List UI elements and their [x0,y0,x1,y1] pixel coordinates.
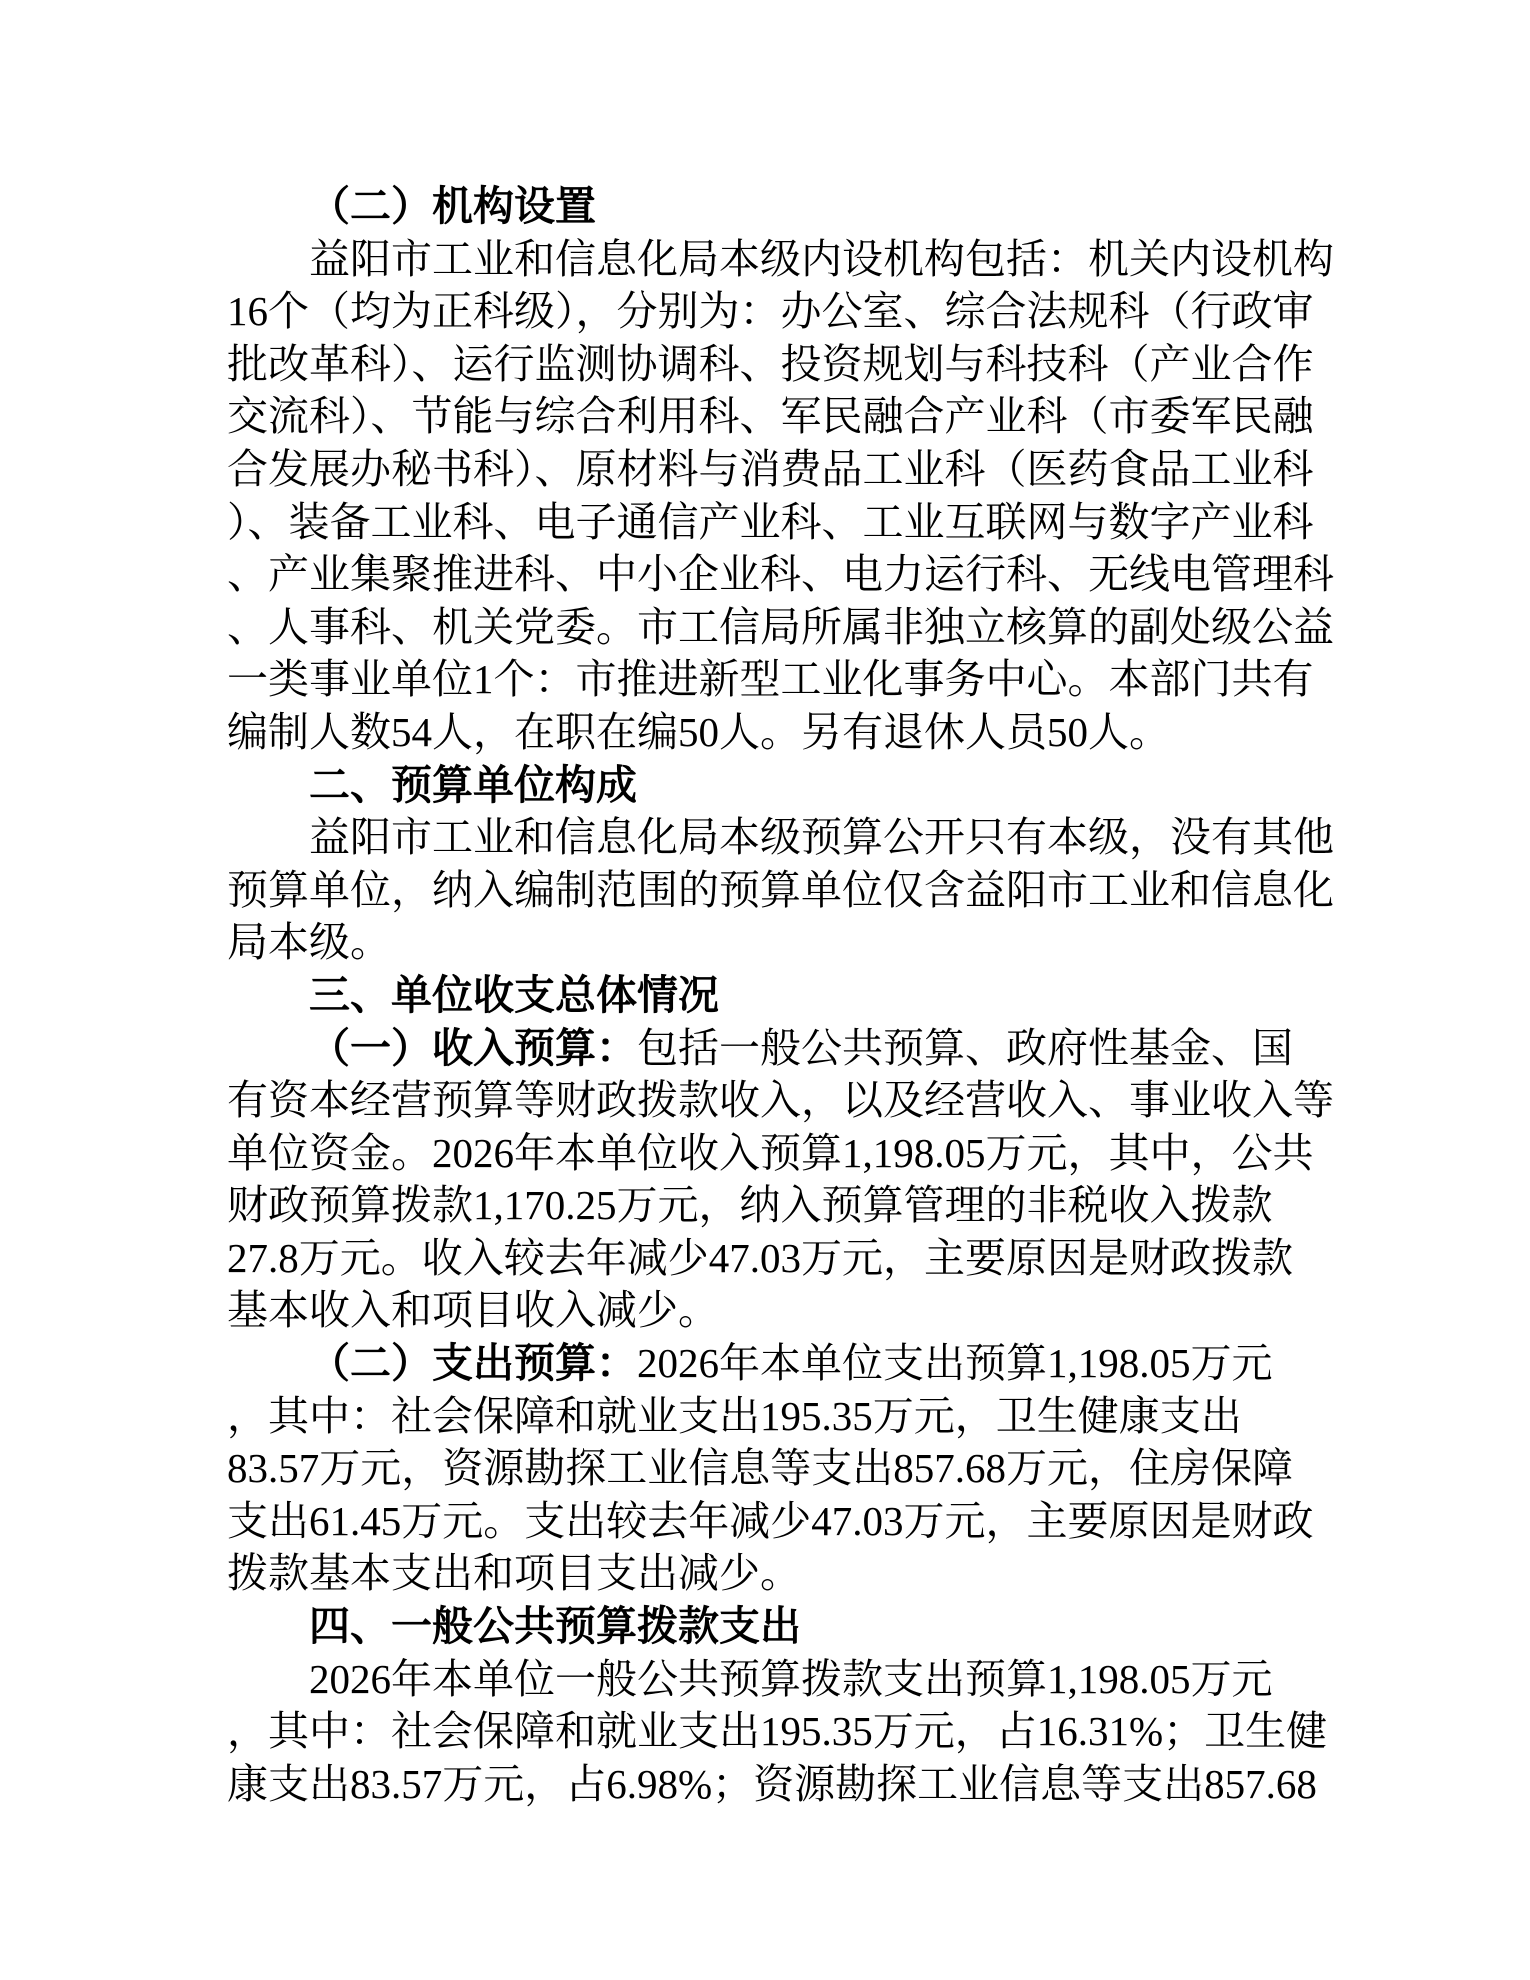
text-line: 单位资金。2026年本单位收入预算1,198.05万元，其中，公共 [227,1129,1314,1176]
paragraph [227,1022,1340,1338]
paragraph [227,811,1340,969]
text-line: ，其中：社会保障和就业支出195.35万元，卫生健康支出 [227,1392,1242,1439]
text-line: 批改革科）、运行监测协调科、投资规划与科技科（产业合作 [227,340,1314,387]
text-line: 预算单位，纳入编制范围的预算单位仅含益阳市工业和信息化 [227,866,1334,913]
text-run: 包括一般公共预算、政府性基金、国 [637,1024,1293,1071]
text-line: 三、单位收支总体情况 [309,971,719,1018]
bold-run: （二）支出预算： [309,1340,637,1387]
text-line [227,1022,1340,1075]
text-line: 编制人数54人，在职在编50人。另有退休人员50人。 [227,708,1170,755]
text-line: 83.57万元，资源勘探工业信息等支出857.68万元，住房保障 [227,1445,1293,1492]
text-line: 四、一般公共预算拨款支出 [309,1603,801,1650]
text-line: 基本收入和项目收入减少。 [227,1287,719,1334]
text-line: 支出61.45万元。支出较去年减少47.03万元，主要原因是财政 [227,1497,1314,1544]
section-heading [227,180,1340,233]
text-line: 一类事业单位1个：市推进新型工业化事务中心。本部门共有 [227,656,1314,703]
text-line: 拨款基本支出和项目支出减少。 [227,1550,801,1597]
paragraph [227,1653,1340,1811]
section-heading [227,1600,1340,1653]
text-line: 、产业集聚推进科、中小企业科、电力运行科、无线电管理科 [227,551,1334,598]
text-line: 27.8万元。收入较去年减少47.03万元，主要原因是财政拨款 [227,1234,1293,1281]
text-line: 局本级。 [227,919,391,966]
text-line: 合发展办秘书科）、原材料与消费品工业科（医药食品工业科 [227,445,1314,492]
text-line: 交流科）、节能与综合利用科、军民融合产业科（市委军民融 [227,393,1314,440]
text-line: 16个（均为正科级），分别为：办公室、综合法规科（行政审 [227,288,1314,335]
text-line: 有资本经营预算等财政拨款收入，以及经营收入、事业收入等 [227,1077,1334,1124]
text-line: 、人事科、机关党委。市工信局所属非独立核算的副处级公益 [227,603,1334,650]
section-heading [227,969,1340,1022]
text-line [227,1337,1340,1390]
text-line: ）、装备工业科、电子通信产业科、工业互联网与数字产业科 [227,498,1314,545]
bold-run: （一）收入预算： [309,1024,637,1071]
text-line: ，其中：社会保障和就业支出195.35万元，占16.31%；卫生健 [227,1708,1328,1755]
text-line: 益阳市工业和信息化局本级内设机构包括：机关内设机构 [309,235,1334,282]
text-line: 益阳市工业和信息化局本级预算公开只有本级，没有其他 [309,814,1334,861]
text-line: 财政预算拨款1,170.25万元，纳入预算管理的非税收入拨款 [227,1182,1273,1229]
text-run: 2026年本单位支出预算1,198.05万元 [637,1340,1273,1387]
text-line: 二、预算单位构成 [309,761,637,808]
paragraph [227,1337,1340,1600]
text-line: 康支出83.57万元，占6.98%；资源勘探工业信息等支出857.68 [227,1760,1317,1807]
text-line: 2026年本单位一般公共预算拨款支出预算1,198.05万元 [309,1655,1273,1702]
text-line: （二）机构设置 [309,183,596,229]
section-heading [227,759,1340,812]
paragraph [227,233,1340,759]
